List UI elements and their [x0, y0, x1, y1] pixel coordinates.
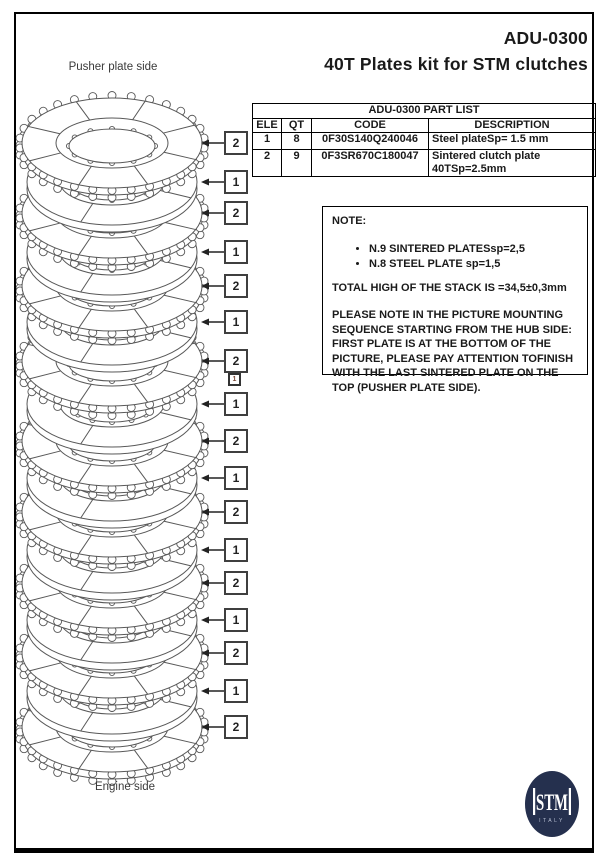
pusher-plate-side-label: Pusher plate side	[68, 61, 158, 73]
svg-text:ITALY: ITALY	[539, 818, 565, 824]
title-block	[324, 25, 588, 77]
engine-side-label: Engine side	[94, 781, 156, 793]
callout-box: 2	[224, 571, 248, 595]
column-header-code: CODE	[312, 119, 429, 133]
callout-box: 1	[224, 310, 248, 334]
page-title: 40T Plates kit for STM clutches	[324, 54, 588, 74]
part-list-title: ADU-0300 PART LIST	[253, 104, 596, 119]
table-row	[253, 133, 596, 150]
note-bullet: • N.8 STEEL PLATE sp=1,5	[369, 257, 578, 272]
table-row	[253, 150, 596, 177]
callout-box: 2	[224, 500, 248, 524]
callout-box: 1	[224, 466, 248, 490]
callout-box: 2	[224, 131, 248, 155]
cell-description: Sintered clutch plate 40TSp=2.5mm	[429, 150, 596, 177]
callout-box: 2	[224, 274, 248, 298]
callout-box: 1	[224, 679, 248, 703]
mounting-sequence-text: PLEASE NOTE IN THE PICTURE MOUNTING SEQUENCE STARTING FROM THE HUB SIDE: FIRST PLATE IS AT THE BOTTOM OF THE PICTURE, PLEASE PAY ATTENTION TOFINISH WITH THE LAST SINTERED PLATE ON THE TOP (PUSHER PLATE SIDE).	[332, 309, 574, 394]
callout-box: 1	[224, 170, 248, 194]
note-bullet-list	[332, 242, 578, 272]
cell-qt: 9	[282, 150, 312, 177]
cell-ele: 2	[253, 150, 282, 177]
callout-box: 1	[224, 608, 248, 632]
column-header-description: DESCRIPTION	[429, 119, 596, 133]
cell-ele: 1	[253, 133, 282, 150]
cell-qt: 8	[282, 133, 312, 150]
revision-tag-box: 1	[228, 373, 241, 386]
table-row	[253, 104, 596, 119]
document-code: ADU-0300	[503, 28, 588, 48]
callout-box: 2	[224, 429, 248, 453]
callout-box: 2	[224, 349, 248, 373]
note-title: NOTE:	[332, 215, 367, 227]
callout-box: 1	[224, 392, 248, 416]
column-header-qt: QT	[282, 119, 312, 133]
cell-code: 0F3SR670C180047	[312, 150, 429, 177]
stm-logo	[522, 769, 584, 841]
part-list-table	[252, 103, 596, 177]
cell-description: Steel plateSp= 1.5 mm	[429, 133, 596, 150]
table-header-row	[253, 119, 596, 133]
note-bullet: • N.9 SINTERED PLATESsp=2,5	[369, 242, 578, 257]
column-header-ele: ELE	[253, 119, 282, 133]
callout-box: 1	[224, 538, 248, 562]
stm-logo-graphic	[522, 769, 584, 841]
stack-height-text: TOTAL HIGH OF THE STACK IS =34,5±0,3mm	[332, 281, 567, 294]
callout-box: 2	[224, 715, 248, 739]
callout-box: 1	[224, 240, 248, 264]
cell-code: 0F30S140Q240046	[312, 133, 429, 150]
note-box	[322, 206, 588, 394]
svg-text:STM: STM	[536, 790, 569, 815]
callout-box: 2	[224, 641, 248, 665]
callout-box: 2	[224, 201, 248, 225]
